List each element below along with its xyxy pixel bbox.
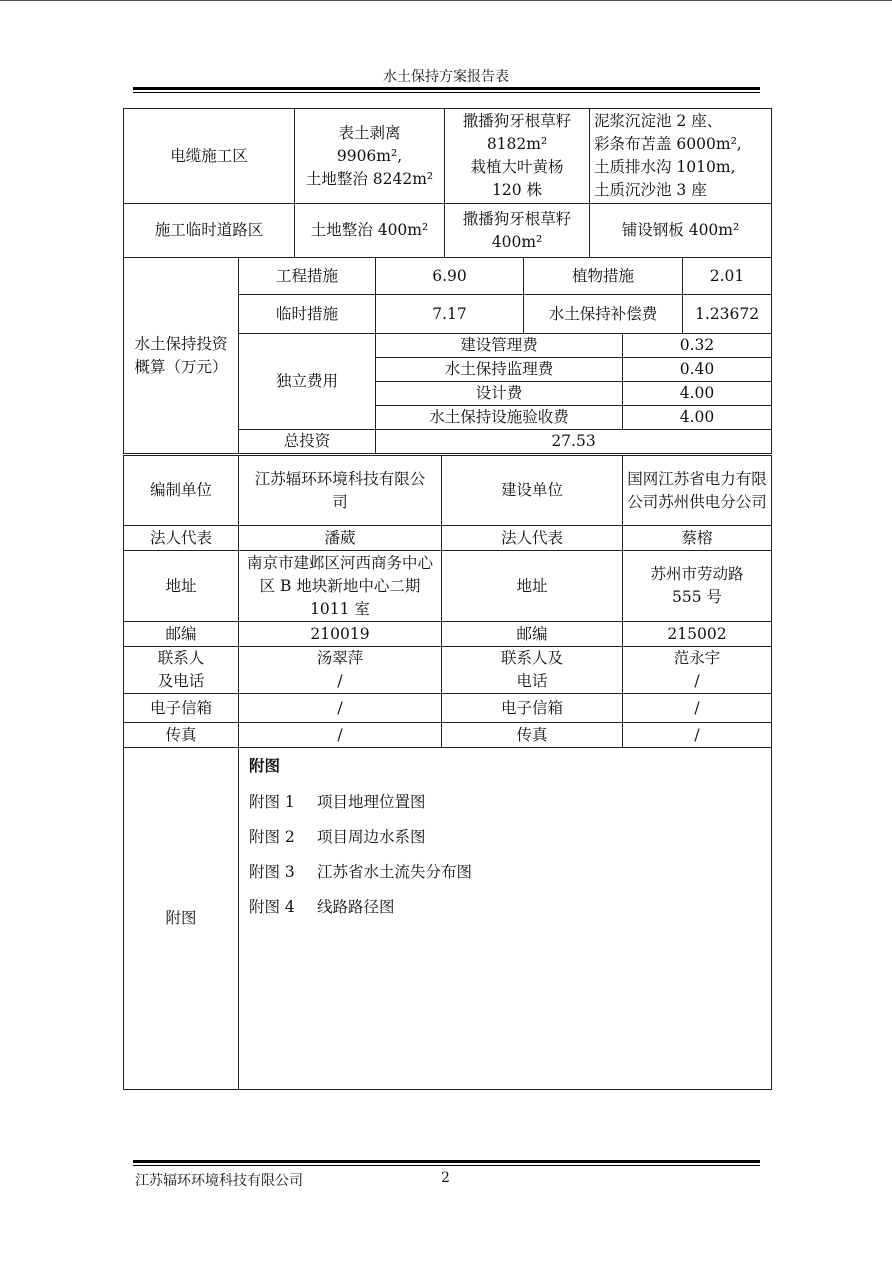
temporary-label: 临时措施 (239, 295, 376, 334)
legal-rep-label: 法人代表 (124, 526, 239, 551)
address-label: 地址 (124, 551, 239, 622)
compensation-value: 1.23672 (683, 295, 772, 334)
road-engineering: 土地整治 400m² (295, 204, 445, 258)
attachment-item: 附图 2 项目周边水系图 (249, 828, 426, 846)
independent-item-value: 4.00 (623, 406, 772, 430)
contact-label: 联系人及电话 (124, 647, 239, 694)
cable-topsoil-stripping: 9906m², (336, 146, 403, 165)
page-number: 2 (441, 1170, 450, 1186)
build-contact: 范永宇 / (623, 647, 772, 694)
road-temporary: 铺设钢板 400m² (590, 204, 772, 258)
prep-address: 南京市建邺区河西商务中心区 B 地块新地中心二期 1011 室 (239, 551, 442, 622)
independent-item-value: 0.40 (623, 358, 772, 382)
attachment-item: 附图 3 江苏省水土流失分布图 (249, 863, 473, 881)
prep-contact: 汤翠萍 / (239, 647, 442, 694)
build-email: / (623, 694, 772, 723)
cable-temporary: 泥浆沉淀池 2 座、 彩条布苫盖 6000m², 土质排水沟 1010m, 土质沉沙池 3 座 (590, 109, 772, 204)
legal-rep-label: 法人代表 (442, 526, 623, 551)
independent-item-name: 水土保持监理费 (376, 358, 623, 382)
email-label: 电子信箱 (124, 694, 239, 723)
independent-item-name: 建设管理费 (376, 334, 623, 358)
prep-email: / (239, 694, 442, 723)
measure-row-cable (124, 109, 772, 204)
zone-road: 施工临时道路区 (124, 204, 295, 258)
independent-label: 独立费用 (239, 334, 376, 430)
build-unit-value: 国网江苏省电力有限公司苏州供电分公司 (623, 456, 772, 526)
attachment-item: 附图 1 项目地理位置图 (249, 793, 426, 811)
prep-postcode: 210019 (239, 622, 442, 647)
footer-company: 江苏辐环环境科技有限公司 (135, 1173, 303, 1189)
measure-row-road (124, 204, 772, 258)
temporary-value: 7.17 (376, 295, 524, 334)
cable-vegetation: 撒播狗牙根草籽 8182m² 栽植大叶黄杨 120 株 (445, 109, 590, 204)
total-label: 总投资 (239, 430, 376, 454)
investment-table (123, 257, 772, 454)
engineering-label: 工程措施 (239, 258, 376, 295)
footer-rule (133, 1160, 760, 1163)
engineering-value: 6.90 (376, 258, 524, 295)
postcode-label: 邮编 (124, 622, 239, 647)
header-rule (133, 87, 760, 90)
total-value: 27.53 (376, 430, 772, 454)
build-unit-label: 建设单位 (442, 456, 623, 526)
independent-item-name: 设计费 (376, 382, 623, 406)
attachments-title: 附图 (249, 756, 281, 775)
header-rule-thin (133, 92, 760, 93)
fax-label: 传真 (442, 723, 623, 748)
prep-unit-value: 江苏辐环环境科技有限公司 (239, 456, 442, 526)
independent-item-value: 0.32 (623, 334, 772, 358)
build-postcode: 215002 (623, 622, 772, 647)
plant-label: 植物措施 (524, 258, 683, 295)
parties-table (123, 455, 772, 1090)
build-legal-rep: 蔡榕 (623, 526, 772, 551)
investment-label: 水土保持投资概算（万元） (124, 258, 239, 454)
page-top-border (0, 0, 892, 1)
attachment-item: 附图 4 线路路径图 (249, 898, 395, 916)
fax-label: 传真 (124, 723, 239, 748)
build-address: 苏州市劳动路 555 号 (623, 551, 772, 622)
contact-label: 联系人及电话 (442, 647, 623, 694)
footer-rule-thin (133, 1165, 760, 1166)
zone-cable: 电缆施工区 (124, 109, 295, 204)
prep-fax: / (239, 723, 442, 748)
address-label: 地址 (442, 551, 623, 622)
email-label: 电子信箱 (442, 694, 623, 723)
prep-phone: / (337, 672, 343, 690)
measures-table (123, 108, 772, 258)
road-vegetation: 撒播狗牙根草籽 400m² (445, 204, 590, 258)
independent-item-name: 水土保持设施验收费 (376, 406, 623, 430)
attachments-label: 附图 (124, 748, 239, 1090)
build-fax: / (623, 723, 772, 748)
cable-land-grading: 土地整治 8242m² (305, 169, 434, 188)
prep-unit-label: 编制单位 (124, 456, 239, 526)
cable-engineering: 表土剥离 9906m², 土地整治 8242m² (295, 109, 445, 204)
postcode-label: 邮编 (442, 622, 623, 647)
prep-legal-rep: 潘葳 (239, 526, 442, 551)
independent-item-value: 4.00 (623, 382, 772, 406)
compensation-label: 水土保持补偿费 (524, 295, 683, 334)
header-title: 水土保持方案报告表 (383, 69, 509, 85)
build-phone: / (694, 672, 700, 690)
attachments-list (239, 748, 772, 1090)
plant-value: 2.01 (683, 258, 772, 295)
